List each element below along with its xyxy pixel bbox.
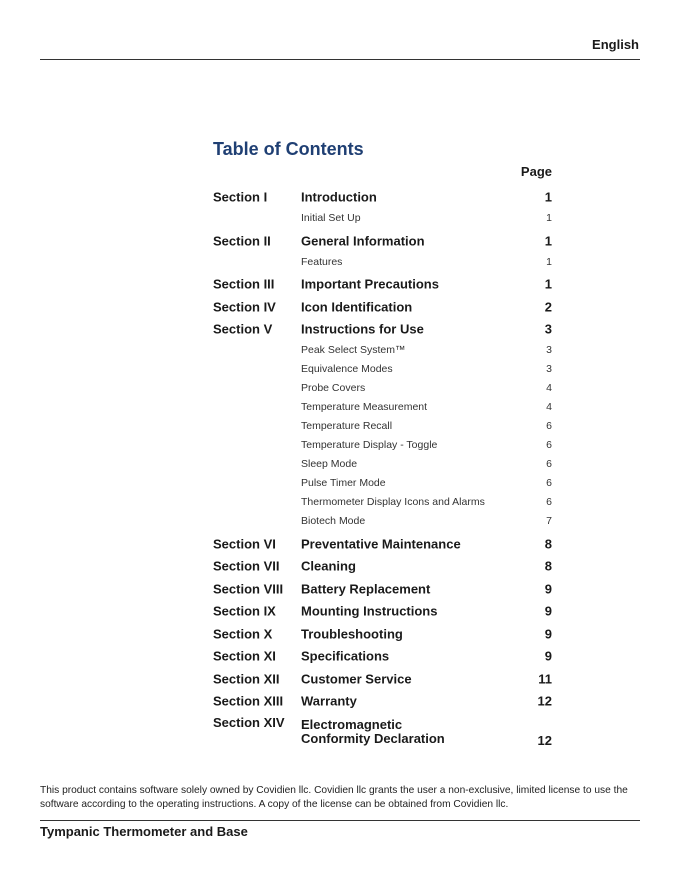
footer-divider [40, 820, 640, 821]
section-title: Important Precautions [301, 276, 439, 292]
section-title: Instructions for Use [301, 321, 424, 337]
toc-subsection-row[interactable] [213, 455, 552, 474]
section-number: Section VI [213, 536, 276, 552]
section-number: Section VIII [213, 581, 284, 597]
subsection-page-number: 4 [546, 401, 552, 413]
section-number: Section IV [213, 299, 276, 315]
subsection-page-number: 1 [546, 212, 552, 224]
toc-section-row[interactable] [213, 668, 552, 691]
toc-section-row[interactable] [213, 716, 552, 748]
subsection-title: Temperature Measurement [301, 401, 428, 413]
section-page-number: 2 [544, 299, 552, 315]
section-title: Preventative Maintenance [301, 536, 461, 552]
section-title: Mounting Instructions [301, 603, 438, 619]
subsection-title: Pulse Timer Mode [301, 477, 386, 489]
subsection-page-number: 6 [546, 420, 552, 432]
subsection-page-number: 6 [546, 477, 552, 489]
toc-section-row[interactable] [213, 533, 552, 556]
section-title: Troubleshooting [301, 626, 403, 642]
section-number: Section I [213, 189, 268, 205]
subsection-title: Features [301, 255, 343, 268]
section-title: Icon Identification [301, 299, 413, 315]
toc-subsection-row[interactable] [213, 436, 552, 455]
subsection-title: Peak Select System™ [301, 344, 406, 356]
toc-section-row[interactable] [213, 690, 552, 713]
section-page-number: 8 [544, 558, 552, 574]
section-title-line1: Electromagnetic [301, 716, 403, 732]
section-title-line2: Conformity Declaration [301, 730, 445, 746]
subsection-page-number: 1 [546, 255, 552, 268]
section-number: Section XIV [213, 714, 285, 730]
section-number: Section IX [213, 603, 276, 619]
subsection-title: Temperature Display - Toggle [301, 439, 438, 451]
section-number: Section V [213, 321, 273, 337]
section-title: Battery Replacement [301, 581, 431, 597]
toc-subsection-row[interactable] [213, 379, 552, 398]
toc-subsection-row[interactable] [213, 417, 552, 436]
subsection-title: Biotech Mode [301, 515, 366, 527]
toc-section-row[interactable] [213, 296, 552, 319]
toc-subsection-row[interactable] [213, 398, 552, 417]
product-title: Tympanic Thermometer and Base [40, 824, 248, 839]
subsection-page-number: 7 [546, 515, 552, 527]
section-page-number: 12 [537, 732, 552, 748]
toc-subsection-row[interactable] [213, 512, 552, 531]
toc-subsection-row[interactable] [213, 360, 552, 379]
section-page-number: 1 [544, 189, 552, 205]
toc-section-row[interactable] [213, 230, 552, 253]
section-page-number: 3 [544, 321, 552, 337]
section-number: Section II [213, 233, 271, 249]
toc-subsection-row[interactable] [213, 341, 552, 360]
subsection-title: Thermometer Display Icons and Alarms [301, 496, 485, 508]
subsection-title: Equivalence Modes [301, 363, 393, 375]
toc-subsection-row[interactable] [213, 209, 552, 228]
section-page-number: 11 [538, 671, 552, 687]
section-title: Specifications [301, 648, 390, 664]
section-page-number: 9 [544, 626, 552, 642]
subsection-title: Temperature Recall [301, 420, 393, 432]
subsection-title: Probe Covers [301, 382, 366, 394]
toc-section-row[interactable] [213, 578, 552, 601]
subsection-page-number: 3 [546, 344, 552, 356]
section-title: Cleaning [301, 558, 356, 574]
toc-section-row[interactable] [213, 555, 552, 578]
section-page-number: 9 [544, 603, 552, 619]
section-page-number: 1 [544, 276, 552, 292]
section-number: Section XII [213, 671, 280, 687]
section-page-number: 9 [544, 648, 552, 664]
toc-section-row[interactable] [213, 273, 552, 296]
subsection-page-number: 6 [546, 496, 552, 508]
header-divider [40, 59, 640, 60]
section-title [301, 718, 445, 746]
subsection-page-number: 3 [546, 363, 552, 375]
subsection-page-number: 6 [546, 458, 552, 470]
subsection-page-number: 6 [546, 439, 552, 451]
section-page-number: 1 [544, 233, 552, 249]
section-page-number: 9 [544, 581, 552, 597]
toc-section-row[interactable] [213, 623, 552, 646]
section-title: Customer Service [301, 671, 412, 687]
table-of-contents [213, 137, 552, 748]
section-title: Warranty [301, 693, 357, 709]
subsection-page-number: 4 [546, 382, 552, 394]
toc-title: Table of Contents [213, 139, 364, 159]
page-column-heading: Page [520, 164, 552, 179]
toc-section-row[interactable] [213, 600, 552, 623]
toc-section-row[interactable] [213, 186, 552, 209]
license-notice: This product contains software solely owned by Covidien llc. Covidien llc grants the user a non-exclusive, limited license to use the software according to the operating instructions. A copy of the license can be obtained from Covidien llc. [40, 785, 628, 810]
toc-subsection-row[interactable] [213, 474, 552, 493]
section-number: Section XI [213, 648, 276, 664]
section-number: Section X [213, 626, 273, 642]
toc-section-row[interactable] [213, 318, 552, 341]
subsection-title: Initial Set Up [301, 212, 361, 224]
toc-subsection-row[interactable] [213, 252, 552, 271]
section-title: General Information [301, 233, 425, 249]
subsection-title: Sleep Mode [301, 458, 358, 470]
toc-entries [213, 186, 552, 748]
section-page-number: 8 [544, 536, 552, 552]
section-number: Section III [213, 276, 275, 292]
section-number: Section XIII [213, 693, 284, 709]
section-title: Introduction [301, 189, 377, 205]
section-number: Section VII [213, 558, 280, 574]
toc-section-row[interactable] [213, 645, 552, 668]
toc-subsection-row[interactable] [213, 493, 552, 512]
language-label: English [592, 37, 639, 52]
section-page-number: 12 [537, 693, 552, 709]
